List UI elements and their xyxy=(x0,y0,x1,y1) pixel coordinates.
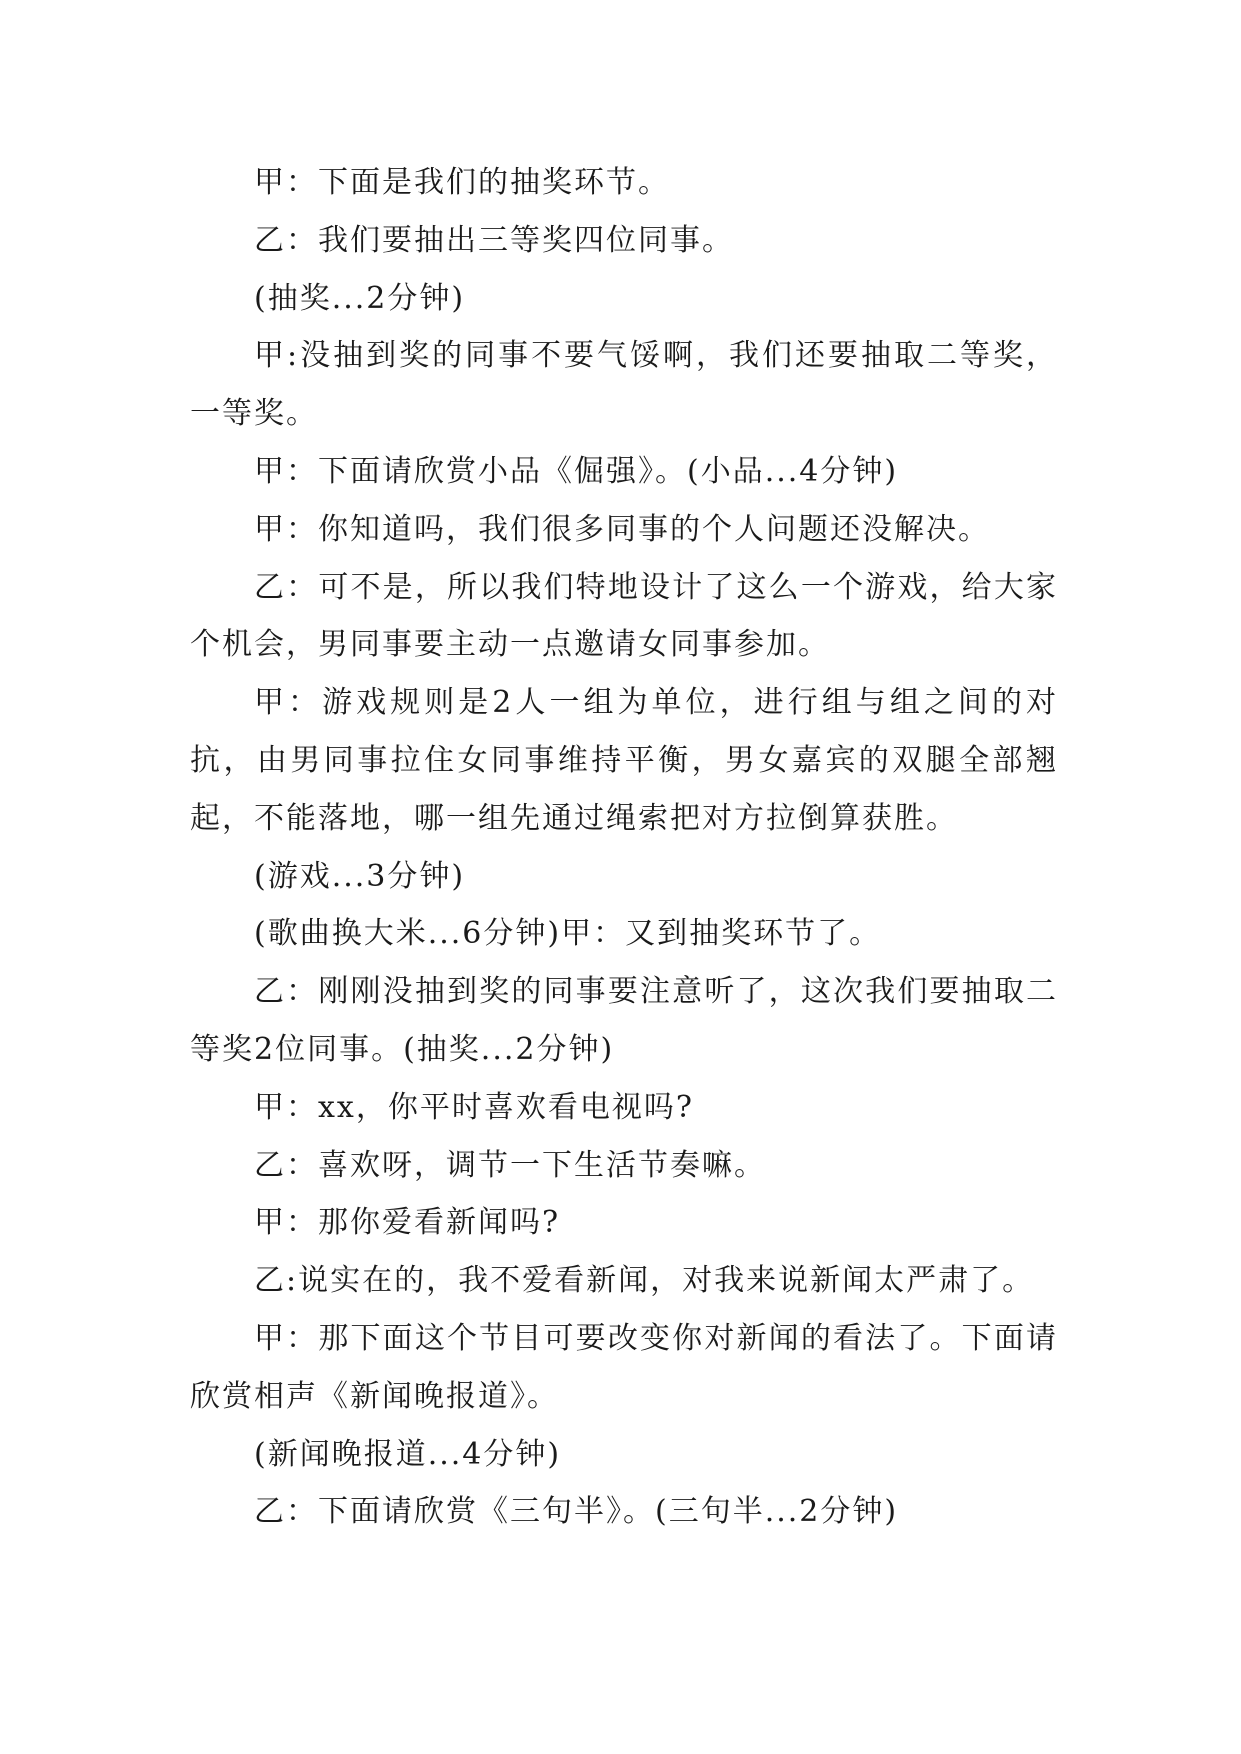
paragraph-17: (新闻晚报道...4分钟) xyxy=(254,1436,562,1472)
paragraph-18: 乙：下面请欣赏《三句半》。(三句半...2分钟) xyxy=(254,1494,899,1530)
paragraph-15: 乙:说实在的，我不爱看新闻，对我来说新闻太严肃了。 xyxy=(254,1263,1035,1299)
document-body xyxy=(190,154,1058,1541)
paragraph-16: 甲：那下面这个节目可要改变你对新闻的看法了。下面请欣赏相声《新闻晚报道》。 xyxy=(190,1320,1058,1414)
paragraph-8: 甲：游戏规则是2人一组为单位，进行组与组之间的对抗，由男同事拉住女同事维持平衡，男女嘉宾的双腿全部翘起，不能落地，哪一组先通过绳索把对方拉倒算获胜。 xyxy=(190,685,1058,836)
paragraph-6: 甲：你知道吗，我们很多同事的个人问题还没解决。 xyxy=(254,511,990,547)
paragraph-9: (游戏...3分钟) xyxy=(254,858,466,894)
paragraph-12: 甲：xx，你平时喜欢看电视吗? xyxy=(254,1089,694,1125)
paragraph-10: (歌曲换大米...6分钟)甲：又到抽奖环节了。 xyxy=(254,916,882,952)
paragraph-3: (抽奖...2分钟) xyxy=(254,280,466,316)
paragraph-7: 乙：可不是，所以我们特地设计了这么一个游戏，给大家个机会，男同事要主动一点邀请女同事参加。 xyxy=(190,569,1058,663)
paragraph-2: 乙：我们要抽出三等奖四位同事。 xyxy=(254,222,734,258)
paragraph-4: 甲:没抽到奖的同事不要气馁啊，我们还要抽取二等奖，一等奖。 xyxy=(190,338,1058,432)
paragraph-14: 甲：那你爱看新闻吗? xyxy=(254,1205,561,1241)
paragraph-11: 乙：刚刚没抽到奖的同事要注意听了，这次我们要抽取二等奖2位同事。(抽奖...2分钟) xyxy=(190,974,1058,1067)
paragraph-1: 甲：下面是我们的抽奖环节。 xyxy=(254,165,670,200)
paragraph-13: 乙：喜欢呀，调节一下生活节奏嘛。 xyxy=(254,1147,766,1183)
paragraph-5: 甲：下面请欣赏小品《倔强》。(小品...4分钟) xyxy=(254,453,899,489)
